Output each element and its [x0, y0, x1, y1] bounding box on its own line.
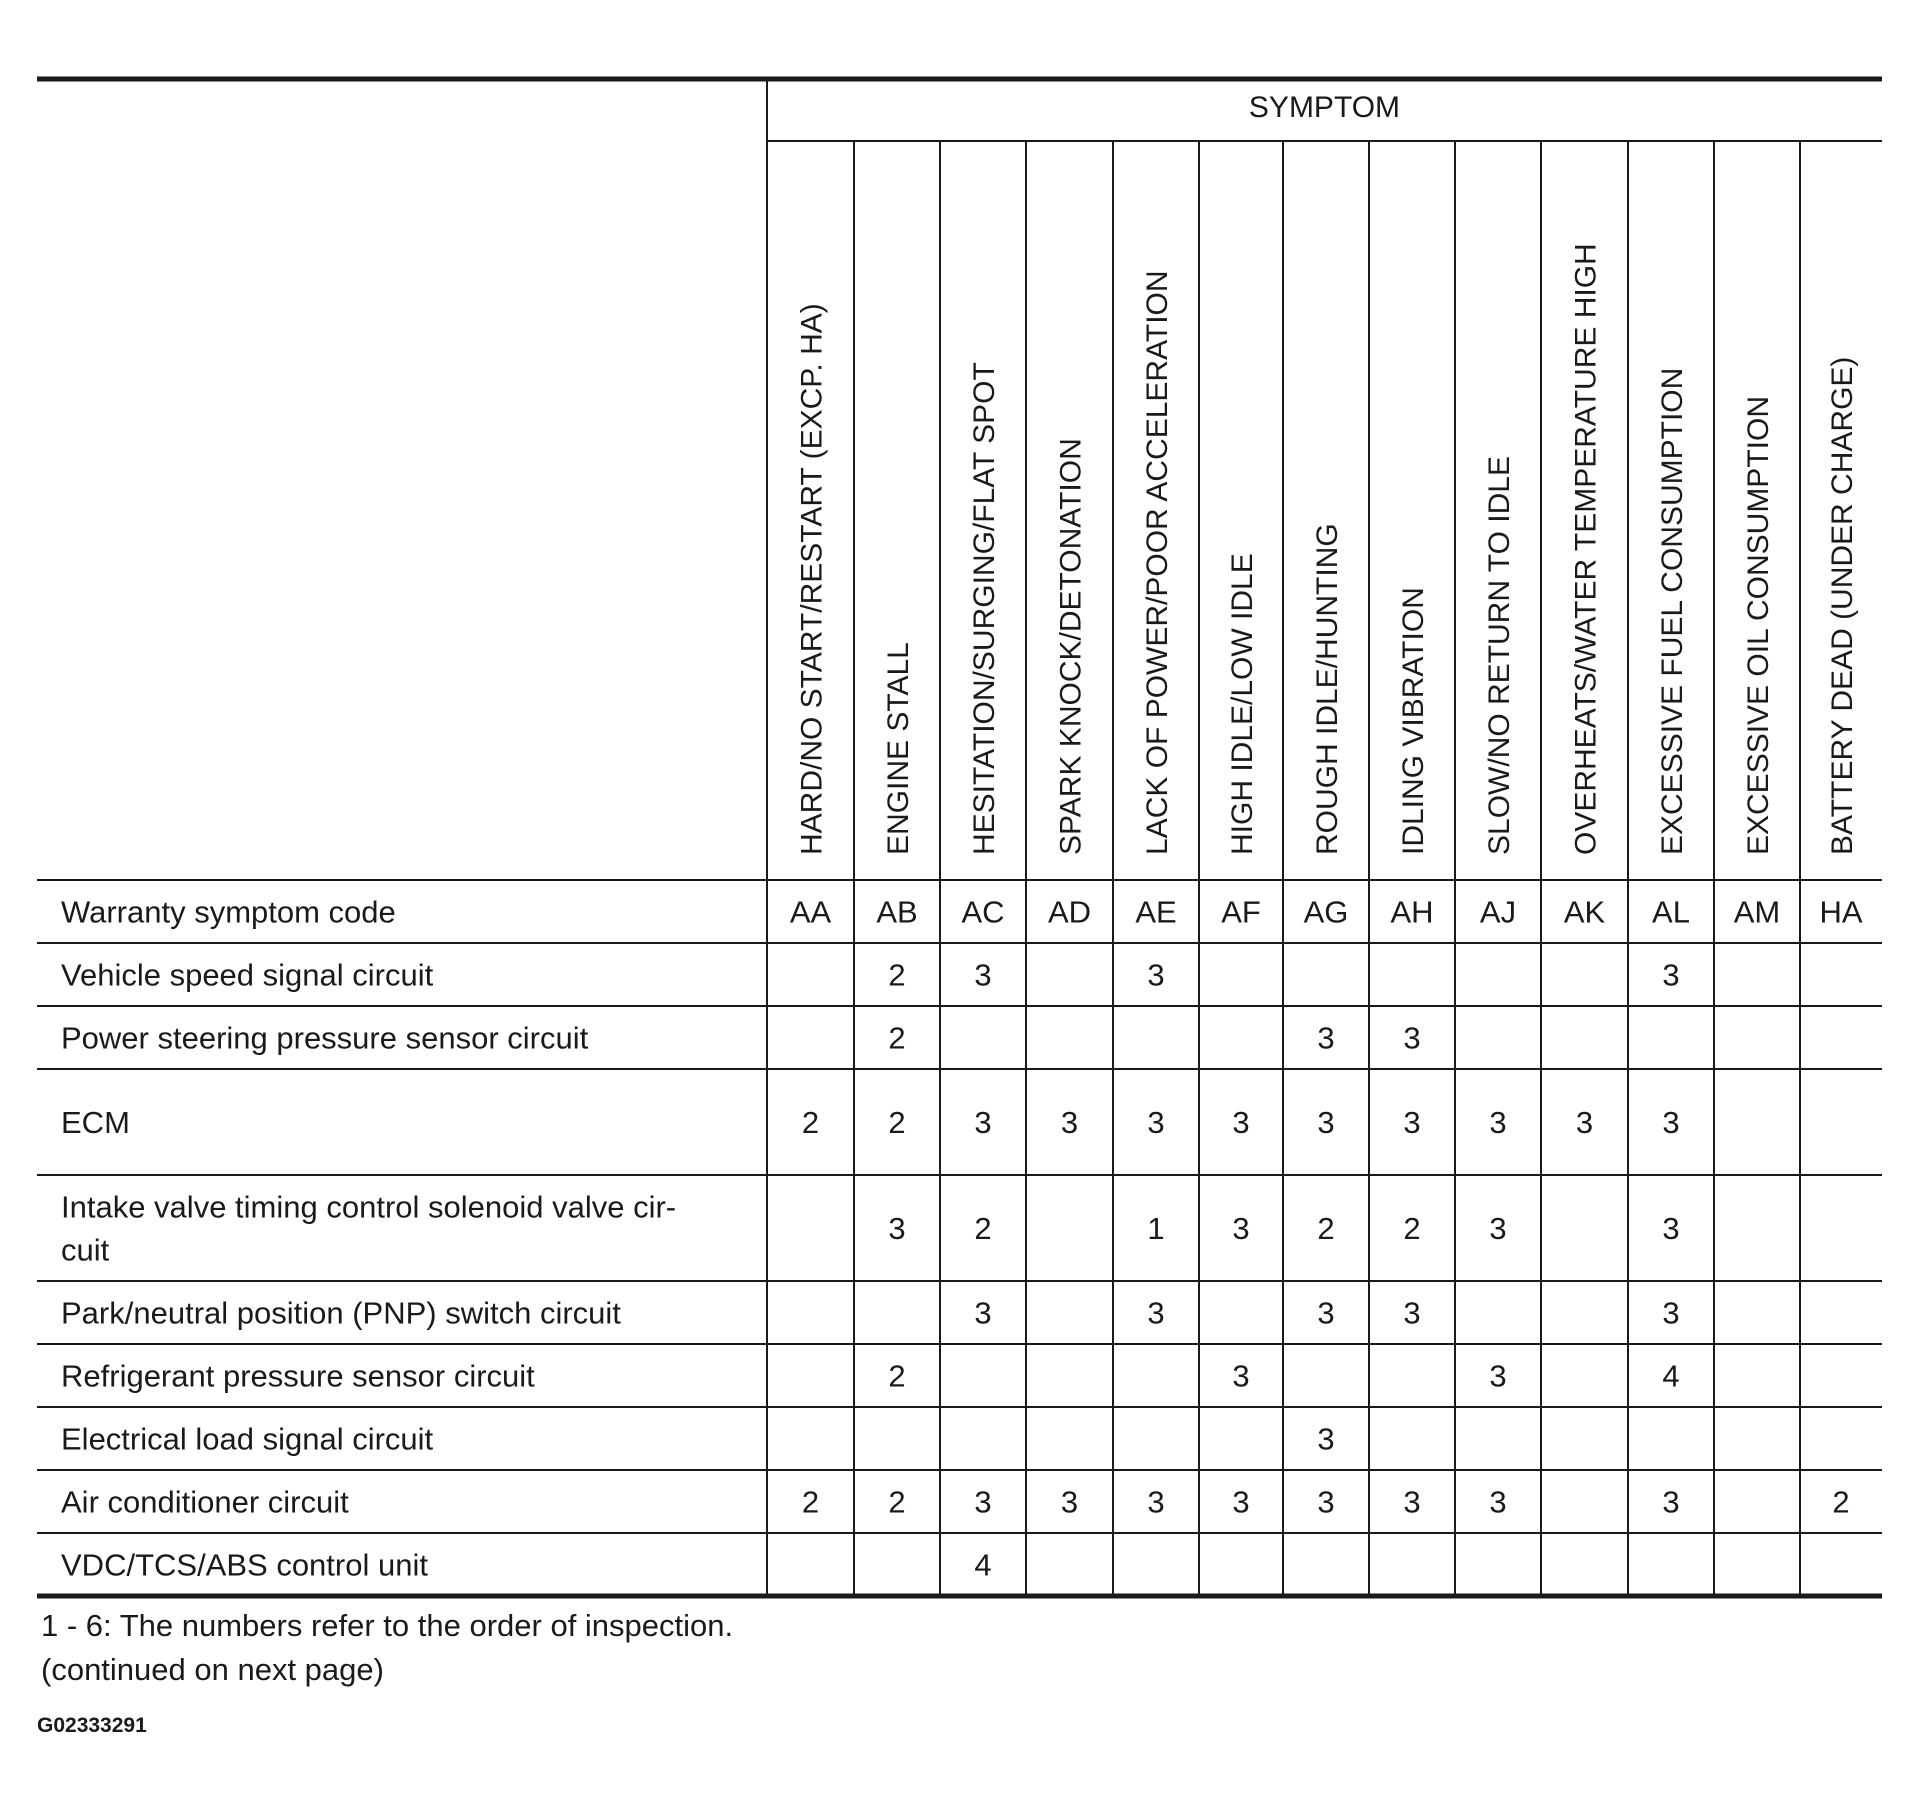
continued-note: (continued on next page)	[41, 1652, 384, 1687]
inspection-order-value: 1	[1147, 1211, 1165, 1246]
symptom-label: EXCESSIVE FUEL CONSUMPTION	[1656, 367, 1689, 855]
inspection-order-value: 3	[1232, 1484, 1250, 1520]
symptom-label: EXCESSIVE OIL CONSUMPTION	[1742, 396, 1775, 855]
inspection-order-value: 2	[1403, 1211, 1421, 1246]
row-label: Refrigerant pressure sensor circuit	[61, 1358, 535, 1394]
symptom-label: ENGINE STALL	[882, 642, 915, 855]
warranty-code: AL	[1652, 894, 1690, 930]
inspection-order-value: 3	[888, 1211, 906, 1246]
inspection-order-value: 2	[888, 1020, 906, 1056]
symptom-label: BATTERY DEAD (UNDER CHARGE)	[1826, 356, 1859, 855]
inspection-order-value: 3	[974, 957, 992, 993]
warranty-code: AM	[1733, 894, 1781, 930]
warranty-code: AA	[789, 894, 832, 930]
inspection-order-value: 3	[1060, 1105, 1079, 1140]
inspection-order-value: 3	[1489, 1484, 1507, 1520]
inspection-order-value: 2	[888, 957, 906, 993]
row-label: Electrical load signal circuit	[61, 1421, 434, 1457]
inspection-order-value: 3	[1232, 1211, 1250, 1246]
inspection-order-value: 3	[1317, 1484, 1335, 1520]
warranty-code: AB	[876, 894, 918, 930]
inspection-order-value: 3	[1489, 1211, 1507, 1246]
row-label: VDC/TCS/ABS control unit	[61, 1547, 428, 1583]
warranty-code: AF	[1221, 894, 1261, 930]
inspection-order-value: 2	[801, 1484, 820, 1520]
footnote: 1 - 6: The numbers refer to the order of inspection.	[41, 1608, 734, 1643]
symptom-label: HIGH IDLE/LOW IDLE	[1226, 553, 1259, 855]
inspection-order-value: 4	[974, 1547, 992, 1583]
inspection-order-value: 3	[1662, 1295, 1680, 1331]
inspection-order-value: 3	[1317, 1105, 1335, 1140]
inspection-order-value: 3	[1575, 1105, 1594, 1140]
row-label-line: cuit	[61, 1232, 110, 1268]
inspection-order-value: 3	[1403, 1020, 1421, 1056]
inspection-order-value: 3	[1232, 1358, 1250, 1394]
inspection-order-value: 4	[1662, 1358, 1680, 1394]
symptom-label: ROUGH IDLE/HUNTING	[1311, 523, 1344, 855]
warranty-code: AG	[1303, 894, 1349, 930]
figure-id: G02333291	[37, 1714, 147, 1737]
inspection-order-value: 3	[1147, 957, 1165, 993]
inspection-order-value: 2	[888, 1105, 906, 1140]
symptom-label: LACK OF POWER/POOR ACCELERATION	[1141, 270, 1174, 855]
inspection-order-value: 2	[888, 1358, 906, 1394]
inspection-order-value: 3	[1662, 1105, 1680, 1140]
symptom-header: SYMPTOM	[1248, 91, 1401, 124]
warranty-code: AD	[1047, 894, 1092, 930]
warranty-code: AK	[1563, 894, 1606, 930]
symptom-label: HARD/NO START/RESTART (EXCP. HA)	[795, 303, 829, 855]
inspection-order-value: 3	[1403, 1105, 1421, 1140]
warranty-code: AC	[961, 894, 1005, 930]
symptom-label: OVERHEATS/WATER TEMPERATURE HIGH	[1569, 243, 1603, 855]
inspection-order-value: 3	[1317, 1020, 1335, 1056]
inspection-order-value: 3	[1403, 1295, 1421, 1331]
inspection-order-value: 3	[1662, 1484, 1680, 1520]
symptom-label: SLOW/NO RETURN TO IDLE	[1483, 456, 1516, 855]
inspection-order-value: 3	[974, 1295, 992, 1331]
row-label: Power steering pressure sensor circuit	[61, 1020, 589, 1056]
inspection-order-value: 3	[1489, 1105, 1507, 1140]
inspection-order-value: 2	[801, 1105, 820, 1140]
inspection-order-value: 3	[974, 1105, 992, 1140]
inspection-order-value: 2	[888, 1484, 906, 1520]
inspection-order-value: 3	[1317, 1421, 1335, 1457]
row-label: Vehicle speed signal circuit	[61, 957, 434, 993]
inspection-order-value: 3	[1662, 957, 1680, 993]
row-label-line: Intake valve timing control solenoid valve cir-	[61, 1189, 677, 1225]
inspection-order-value: 3	[1147, 1484, 1165, 1520]
inspection-order-value: 3	[1662, 1211, 1680, 1246]
inspection-order-value: 3	[1147, 1295, 1165, 1331]
row-label: Air conditioner circuit	[61, 1484, 349, 1520]
symptom-label: SPARK KNOCK/DETONATION	[1054, 438, 1088, 855]
warranty-code-label: Warranty symptom code	[61, 894, 396, 930]
symptom-label: IDLING VIBRATION	[1397, 587, 1430, 855]
inspection-order-value: 2	[1832, 1484, 1850, 1520]
row-label: ECM	[61, 1105, 130, 1140]
inspection-order-value: 3	[1489, 1358, 1507, 1394]
warranty-code: AH	[1390, 894, 1434, 930]
symptom-label: HESITATION/SURGING/FLAT SPOT	[968, 362, 1001, 855]
inspection-order-value: 3	[974, 1484, 992, 1520]
inspection-order-value: 3	[1232, 1105, 1250, 1140]
inspection-order-value: 3	[1403, 1484, 1421, 1520]
warranty-code: HA	[1819, 894, 1863, 930]
inspection-order-value: 2	[974, 1211, 992, 1246]
inspection-order-value: 3	[1317, 1295, 1335, 1331]
row-label: Park/neutral position (PNP) switch circuit	[61, 1295, 621, 1331]
inspection-order-value: 3	[1147, 1105, 1165, 1140]
warranty-code: AJ	[1479, 894, 1517, 930]
inspection-order-value: 2	[1317, 1211, 1335, 1246]
warranty-code: AE	[1135, 894, 1177, 930]
inspection-order-value: 3	[1060, 1484, 1079, 1520]
